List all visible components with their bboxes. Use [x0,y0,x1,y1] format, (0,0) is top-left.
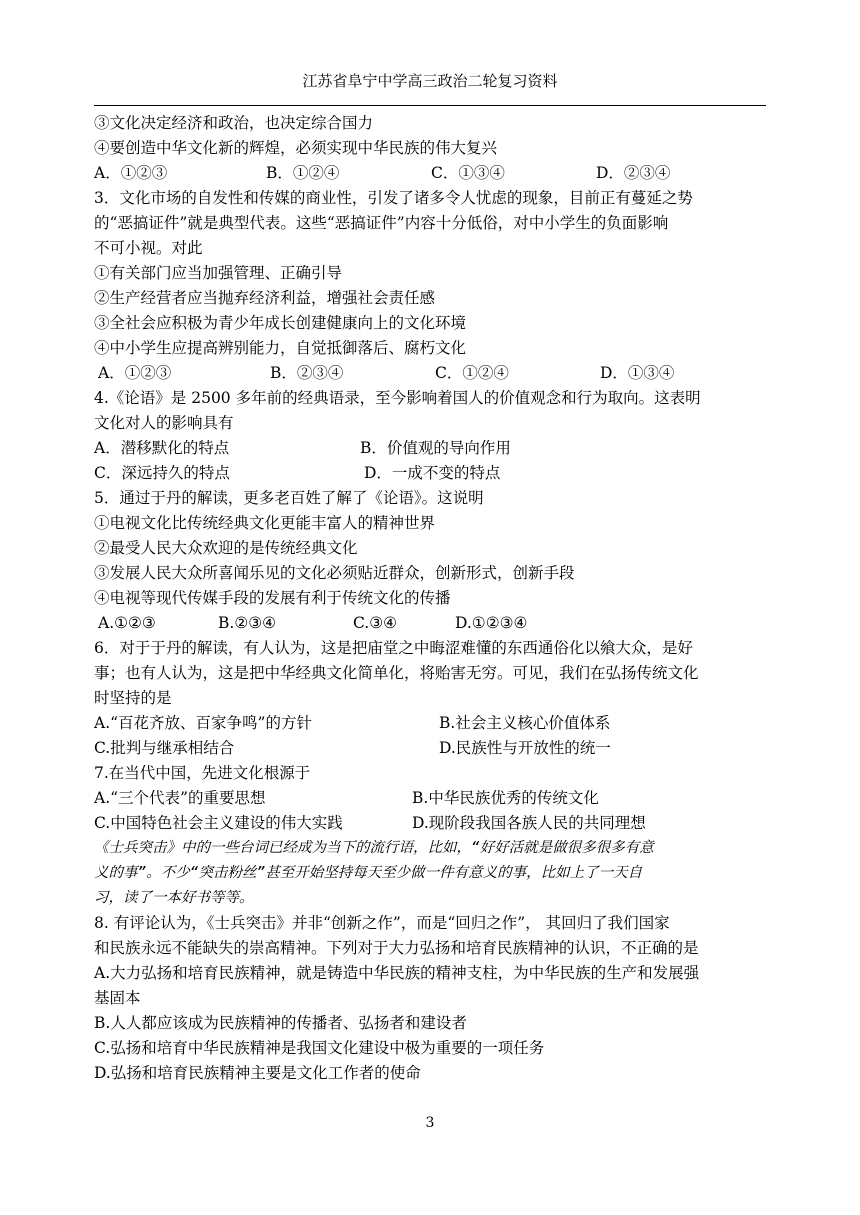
q2-statement-4: ④要创造中华文化新的辉煌，必须实现中华民族的伟大复兴 [94,139,498,157]
q3-stem-line-2: 的“恶搞证件”就是典型代表。这些“恶搞证件”内容十分低俗，对中小学生的负面影响 [94,214,669,232]
q3-stem-line-1: 3．文化市场的自发性和传媒的商业性，引发了诸多令人忧虑的现象，目前正有蔓延之势 [94,189,693,207]
q4-stem-line-1: 4.《论语》是 2500 多年前的经典语录，至今影响着国人的价值观念和行为取向。这表明 [94,389,701,407]
q3-stem-line-3: 不可小视。对此 [94,239,203,257]
q3-statement-2: ②生产经营者应当抛弃经济利益，增强社会责任感 [94,289,436,307]
q6-stem-line-3: 时坚持的是 [94,689,172,707]
q3-option-d: D．①③④ [600,364,675,382]
q3-option-a: A．①②③ [98,364,172,382]
q2-option-d: D．②③④ [596,164,671,182]
q4-stem-line-2: 文化对人的影响具有 [94,414,234,432]
q6-options-row-2 [94,736,770,761]
q6-option-c: C.批判与继承相结合 [94,739,235,757]
q6-options-row-1 [94,711,770,736]
q7-option-c: C.中国特色社会主义建设的伟大实践 [94,814,343,832]
q5-option-c: C.③④ [353,614,398,632]
page-header: 江苏省阜宁中学高三政治二轮复习资料 [302,72,558,90]
q5-option-d: D.①②③④ [455,614,528,632]
q4-option-b: B．价值观的导向作用 [360,439,511,457]
q4-options-row-2 [94,461,770,486]
q5-stem: 5．通过于丹的解读，更多老百姓了解了《论语》。这说明 [94,489,484,507]
q8-option-b: B.人人都应该成为民族精神的传播者、弘扬者和建设者 [94,1014,467,1032]
q3-statement-1: ①有关部门应当加强管理、正确引导 [94,264,343,282]
q6-option-d: D.民族性与开放性的统一 [439,739,611,757]
q2-option-b: B．①②④ [266,164,340,182]
q3-statement-4: ④中小学生应提高辨别能力，自觉抵御落后、腐朽文化 [94,339,467,357]
q7-option-a: A.“三个代表”的重要思想 [94,789,266,807]
q5-statement-4: ④电视等现代传媒手段的发展有利于传统文化的传播 [94,589,451,607]
q2-option-a: A．①②③ [94,164,168,182]
q8-stem-line-1: 8. 有评论认为，《士兵突击》并非“创新之作”，而是“回归之作”， 其回归了我们国家 [94,914,670,932]
passage-line-3: 习，读了一本好书等等。 [94,890,254,906]
q4-option-d: D．一成不变的特点 [364,464,501,482]
q5-statement-1: ①电视文化比传统经典文化更能丰富人的精神世界 [94,514,436,532]
q2-options [94,161,770,186]
q6-stem-line-1: 6．对于于丹的解读，有人认为，这是把庙堂之中晦涩难懂的东西通俗化以飨大众，是好 [94,639,693,657]
q6-option-a: A.“百花齐放、百家争鸣”的方针 [94,714,312,732]
q8-option-a-line-2: 基固本 [94,989,141,1007]
q7-options-row-2 [94,811,770,836]
q7-stem: 7.在当代中国，先进文化根源于 [94,764,311,782]
q2-option-c: C．①③④ [431,164,505,182]
q7-options-row-1 [94,786,770,811]
q3-option-b: B．②③④ [270,364,344,382]
page-content [94,111,770,1086]
q2-statement-3: ③文化决定经济和政治，也决定综合国力 [94,114,374,132]
q5-statement-2: ②最受人民大众欢迎的是传统经典文化 [94,539,358,557]
passage-line-2: 义的事”。不少“突击粉丝”甚至开始坚持每天至少做一件有意义的事，比如上了一天自 [94,865,643,881]
q8-option-c: C.弘扬和培育中华民族精神是我国文化建设中极为重要的一项任务 [94,1039,545,1057]
q5-options [94,611,770,636]
q4-options-row-1 [94,436,770,461]
q3-options [94,361,770,386]
q8-stem-line-2: 和民族永远不能缺失的崇高精神。下列对于大力弘扬和培育民族精神的认识，不正确的是 [94,939,699,957]
q6-stem-line-2: 事；也有人认为，这是把中华经典文化简单化，将贻害无穷。可见，我们在弘扬传统文化 [94,664,699,682]
q5-option-b: B.②③④ [218,614,277,632]
q8-option-d: D.弘扬和培育民族精神主要是文化工作者的使命 [94,1064,421,1082]
header-rule [94,105,766,106]
page-number: 3 [425,1115,435,1131]
q3-option-c: C．①②④ [435,364,509,382]
q4-option-c: C．深远持久的特点 [94,464,230,482]
q5-option-a: A.①②③ [98,614,156,632]
passage-line-1: 《士兵突击》中的一些台词已经成为当下的流行语，比如，“好好活就是做很多很多有意 [94,840,654,856]
q3-statement-3: ③全社会应积极为青少年成长创建健康向上的文化环境 [94,314,467,332]
q6-option-b: B.社会主义核心价值体系 [439,714,611,732]
q4-option-a: A．潜移默化的特点 [94,439,230,457]
q8-option-a-line-1: A.大力弘扬和培育民族精神，就是铸造中华民族的精神支柱，为中华民族的生产和发展强 [94,964,700,982]
q7-option-b: B.中华民族优秀的传统文化 [412,789,599,807]
q5-statement-3: ③发展人民大众所喜闻乐见的文化必须贴近群众，创新形式，创新手段 [94,564,575,582]
material-passage [94,836,770,911]
q7-option-d: D.现阶段我国各族人民的共同理想 [412,814,646,832]
